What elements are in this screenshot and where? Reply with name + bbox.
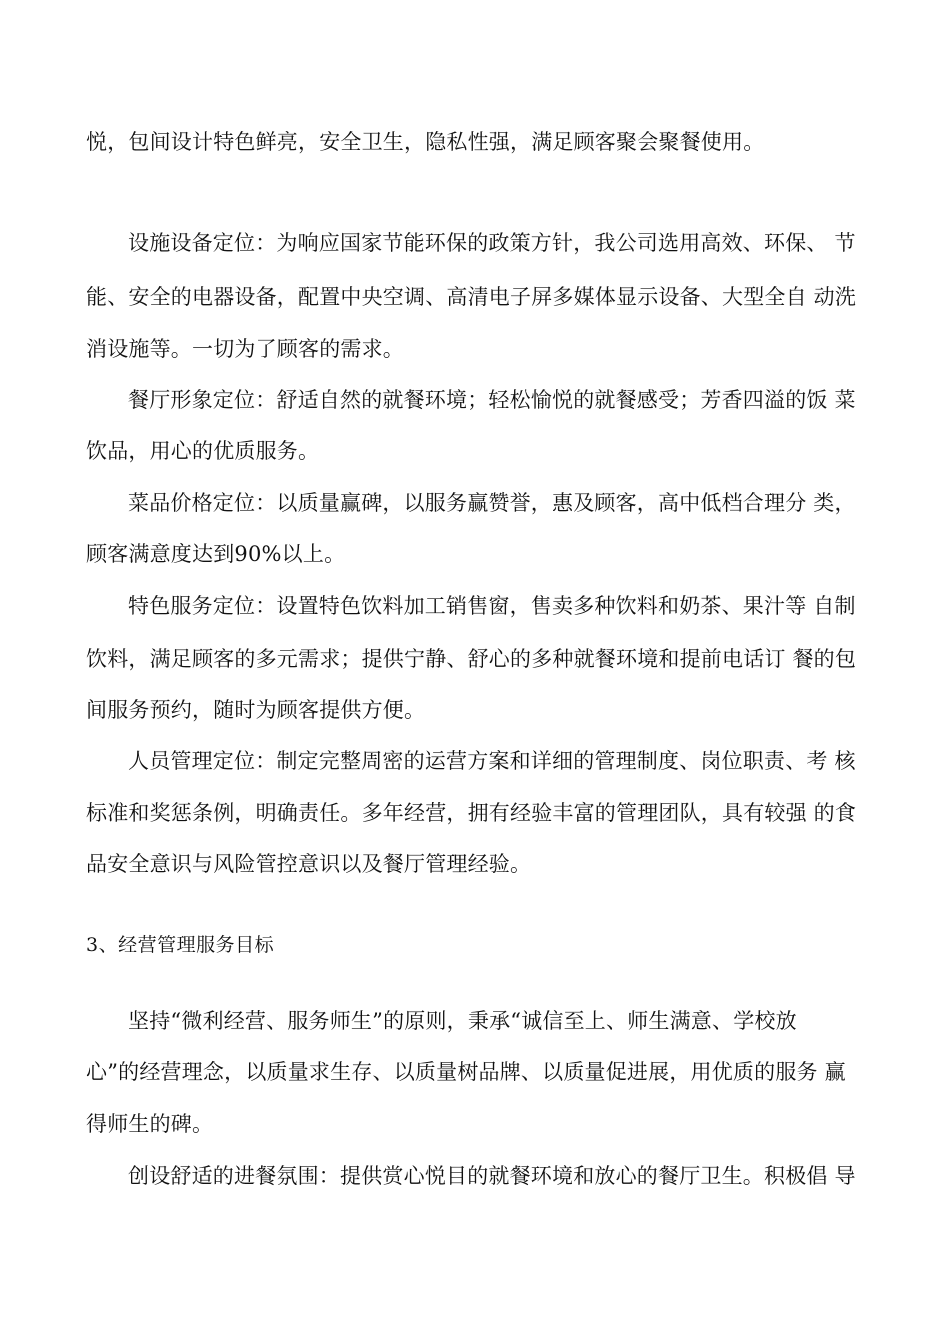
paragraph-line: 人员管理定位：制定完整周密的运营方案和详细的管理制度、岗位职责、考 核	[128, 749, 856, 773]
paragraph-line: 餐厅形象定位：舒适自然的就餐环境；轻松愉悦的就餐感受；芳香四溢的饭 菜	[128, 388, 856, 412]
paragraph-line: 消设施等。一切为了顾客的需求。	[86, 337, 404, 361]
paragraph-line: 顾客满意度达到90%以上。	[86, 542, 346, 566]
paragraph-line: 得师生的碑。	[86, 1112, 214, 1136]
paragraph-line: 饮品，用心的优质服务。	[86, 439, 320, 463]
paragraph-line: 菜品价格定位：以质量赢碑，以服务赢赞誉，惠及顾客，高中低档合理分 类，	[128, 491, 856, 515]
paragraph-line: 能、安全的电器设备，配置中央空调、高清电子屏多媒体显示设备、大型全自 动洗	[86, 285, 857, 309]
paragraph-line: 设施设备定位：为响应国家节能环保的政策方针，我公司选用高效、环保、 节	[128, 231, 856, 255]
paragraph-line: 饮料，满足顾客的多元需求；提供宁静、舒心的多种就餐环境和提前电话订 餐的包	[86, 647, 857, 671]
paragraph-line: 品安全意识与风险管控意识以及餐厅管理经验。	[86, 852, 532, 876]
paragraph-line: 标准和奖惩条例，明确责任。多年经营，拥有经验丰富的管理团队，具有较强 的食	[86, 801, 857, 825]
paragraph-line: 创设舒适的进餐氛围：提供赏心悦目的就餐环境和放心的餐厅卫生。积极倡 导	[128, 1164, 856, 1188]
paragraph-line: 特色服务定位：设置特色饮料加工销售窗，售卖多种饮料和奶茶、果汁等 自制	[128, 594, 856, 618]
paragraph-line: 坚持“微利经营、服务师生”的原则，秉承“诚信至上、师生满意、学校放	[128, 1009, 797, 1033]
paragraph-line: 心”的经营理念，以质量求生存、以质量树品牌、以质量促进展，用优质的服务 赢	[86, 1060, 846, 1084]
section-heading: 3、经营管理服务目标	[86, 934, 275, 956]
paragraph-line: 悦，包间设计特色鲜亮，安全卫生，隐私性强，满足顾客聚会聚餐使用。	[86, 130, 765, 154]
paragraph-line: 间服务预约，随时为顾客提供方便。	[86, 698, 426, 722]
